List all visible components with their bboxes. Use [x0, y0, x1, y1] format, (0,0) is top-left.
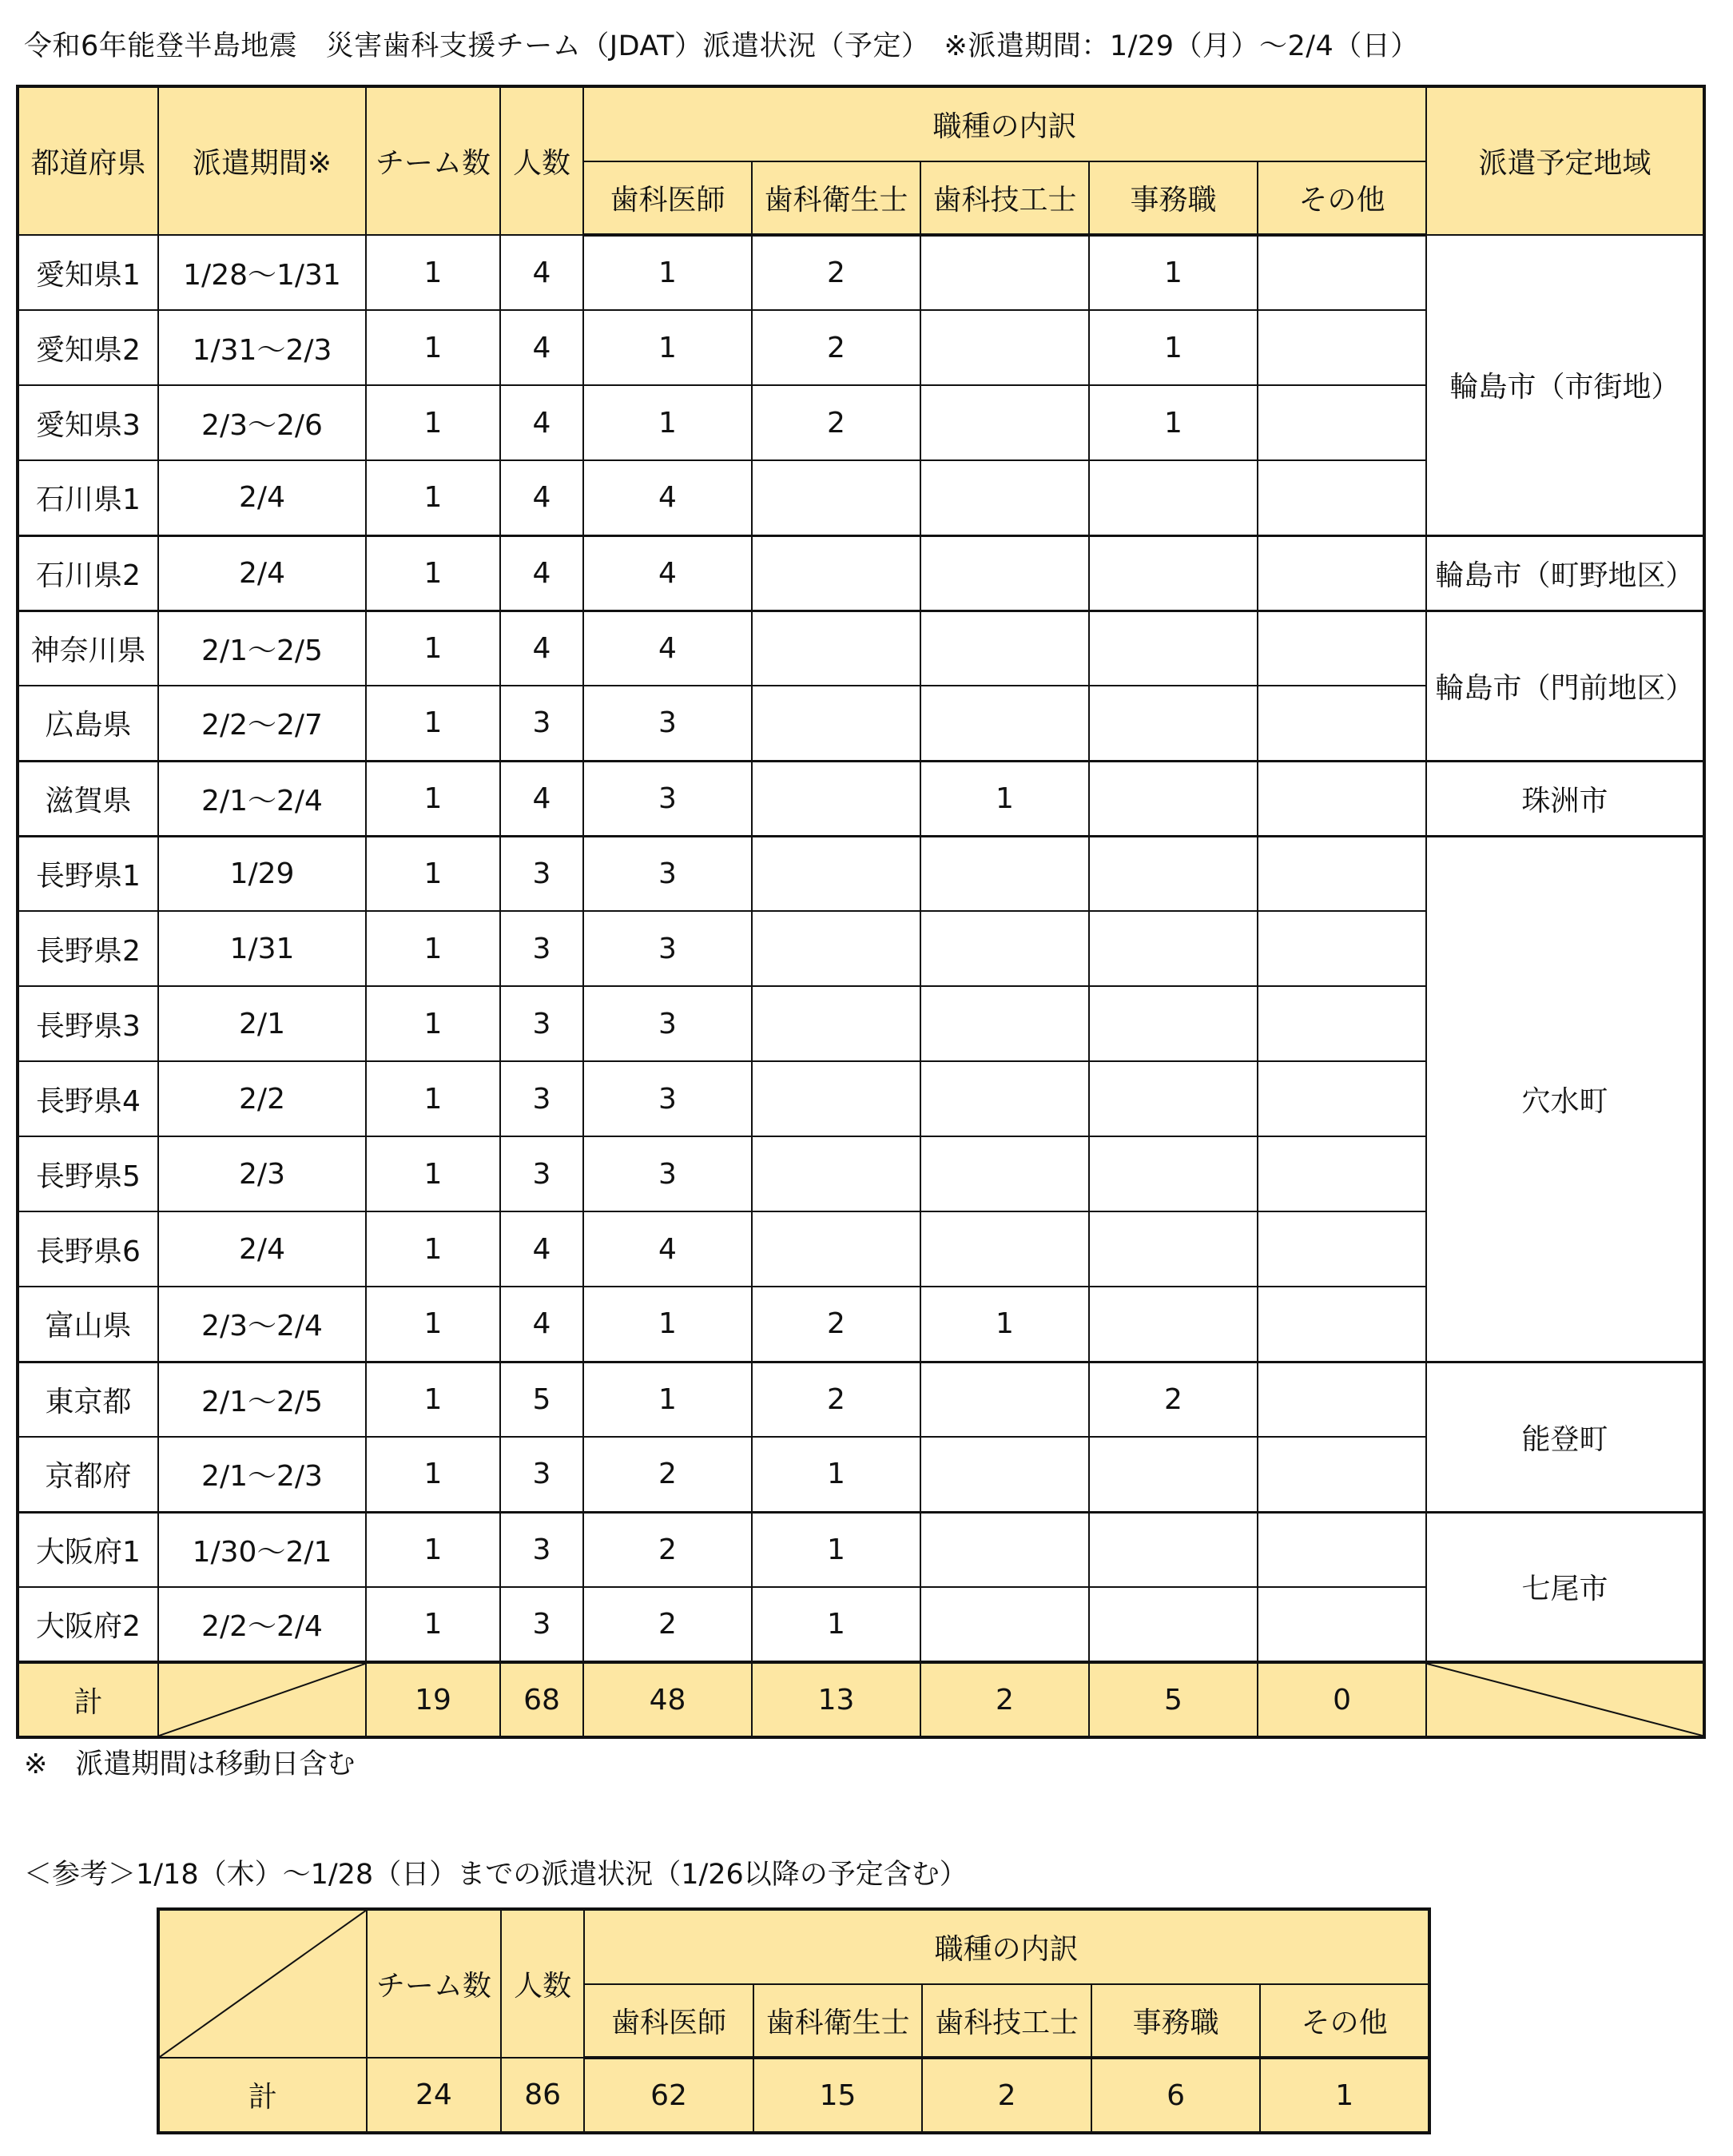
cell-technician [920, 535, 1089, 611]
total-other: 0 [1258, 1662, 1426, 1737]
cell-teams: 1 [366, 310, 500, 385]
cell-teams: 1 [366, 1287, 500, 1362]
cell-clerical [1089, 1287, 1258, 1362]
cell-hygienist [752, 836, 920, 911]
cell-dentist: 3 [583, 1061, 752, 1136]
cell-dentist: 1 [583, 1362, 752, 1437]
cell-other [1258, 385, 1426, 460]
cell-other [1258, 836, 1426, 911]
cell-clerical [1089, 836, 1258, 911]
cell-technician [920, 1061, 1089, 1136]
cell-dentist: 4 [583, 1211, 752, 1287]
cell-hygienist: 1 [752, 1512, 920, 1587]
cell-pref: 長野県3 [18, 986, 158, 1061]
cell-dentist: 1 [583, 385, 752, 460]
cell-dentist: 3 [583, 836, 752, 911]
cell-other [1258, 761, 1426, 836]
cell-people: 4 [500, 460, 583, 535]
table-row [18, 235, 1704, 310]
cell-technician [920, 611, 1089, 686]
cell-dentist: 1 [583, 310, 752, 385]
cell-pref: 大阪府1 [18, 1512, 158, 1587]
cell-pref: 東京都 [18, 1362, 158, 1437]
table-row [18, 1362, 1704, 1437]
cell-clerical [1089, 1437, 1258, 1512]
region-cell: 輪島市（町野地区） [1426, 535, 1704, 611]
cell-pref: 富山県 [18, 1287, 158, 1362]
cell-clerical: 1 [1089, 235, 1258, 310]
cell-dentist: 3 [583, 911, 752, 986]
header-hygienist: 歯科衛生士 [752, 161, 920, 235]
cell-dentist: 2 [583, 1587, 752, 1662]
cell-dentist: 1 [583, 1287, 752, 1362]
ref-total-row [158, 2058, 1429, 2133]
cell-pref: 愛知県1 [18, 235, 158, 310]
cell-pref: 京都府 [18, 1437, 158, 1512]
cell-dentist: 1 [583, 235, 752, 310]
table-row [18, 761, 1704, 836]
footnote: ※ 派遣期間は移動日含む [24, 1748, 356, 1780]
cell-hygienist: 2 [752, 310, 920, 385]
total-hygienist: 13 [752, 1662, 920, 1737]
dispatch-table-body [18, 235, 1704, 1662]
cell-hygienist: 1 [752, 1437, 920, 1512]
cell-hygienist [752, 611, 920, 686]
header-dentist: 歯科医師 [583, 161, 752, 235]
ref-total-label: 計 [158, 2058, 367, 2133]
cell-pref: 長野県6 [18, 1211, 158, 1287]
cell-technician [920, 460, 1089, 535]
cell-people: 4 [500, 310, 583, 385]
cell-people: 5 [500, 1362, 583, 1437]
cell-period: 2/1 [158, 986, 366, 1061]
cell-technician [920, 1512, 1089, 1587]
cell-other [1258, 1362, 1426, 1437]
header-clerical: 事務職 [1089, 161, 1258, 235]
cell-other [1258, 1587, 1426, 1662]
cell-technician [920, 911, 1089, 986]
ref-header-teams: チーム数 [367, 1909, 501, 2058]
cell-other [1258, 310, 1426, 385]
header-technician: 歯科技工士 [920, 161, 1089, 235]
cell-technician [920, 686, 1089, 761]
cell-teams: 1 [366, 611, 500, 686]
cell-dentist: 3 [583, 761, 752, 836]
cell-technician [920, 1437, 1089, 1512]
cell-technician [920, 1362, 1089, 1437]
table-row [18, 611, 1704, 686]
header-prefecture: 都道府県 [18, 86, 158, 235]
cell-hygienist: 2 [752, 1362, 920, 1437]
cell-teams: 1 [366, 1211, 500, 1287]
cell-other [1258, 235, 1426, 310]
cell-technician [920, 385, 1089, 460]
cell-dentist: 3 [583, 686, 752, 761]
cell-teams: 1 [366, 1437, 500, 1512]
cell-pref: 愛知県3 [18, 385, 158, 460]
total-teams: 19 [366, 1662, 500, 1737]
total-clerical: 5 [1089, 1662, 1258, 1737]
cell-other [1258, 911, 1426, 986]
cell-clerical [1089, 611, 1258, 686]
cell-technician [920, 310, 1089, 385]
ref-header-dentist: 歯科医師 [584, 1984, 753, 2058]
ref-total-clerical: 6 [1091, 2058, 1261, 2133]
cell-dentist: 3 [583, 1136, 752, 1211]
cell-hygienist: 2 [752, 385, 920, 460]
header-other: その他 [1258, 161, 1426, 235]
cell-teams: 1 [366, 1136, 500, 1211]
total-dentist: 48 [583, 1662, 752, 1737]
cell-technician [920, 1136, 1089, 1211]
ref-header-clerical: 事務職 [1091, 1984, 1261, 2058]
reference-title: ＜参考＞1/18（木）～1/28（日）までの派遣状況（1/26以降の予定含む） [24, 1859, 968, 1891]
cell-teams: 1 [366, 686, 500, 761]
cell-hygienist [752, 686, 920, 761]
total-row [18, 1662, 1704, 1737]
total-period-empty [158, 1662, 366, 1737]
cell-teams: 1 [366, 1362, 500, 1437]
cell-people: 3 [500, 686, 583, 761]
cell-other [1258, 1437, 1426, 1512]
cell-pref: 神奈川県 [18, 611, 158, 686]
total-technician: 2 [920, 1662, 1089, 1737]
cell-technician [920, 1211, 1089, 1287]
cell-dentist: 3 [583, 986, 752, 1061]
cell-pref: 長野県1 [18, 836, 158, 911]
ref-header-people: 人数 [501, 1909, 584, 2058]
cell-teams: 1 [366, 235, 500, 310]
cell-period: 2/2 [158, 1061, 366, 1136]
cell-hygienist [752, 761, 920, 836]
ref-header-breakdown: 職種の内訳 [584, 1909, 1429, 1984]
cell-dentist: 2 [583, 1512, 752, 1587]
cell-people: 4 [500, 611, 583, 686]
cell-teams: 1 [366, 986, 500, 1061]
cell-period: 1/28～1/31 [158, 235, 366, 310]
cell-teams: 1 [366, 1061, 500, 1136]
cell-pref: 広島県 [18, 686, 158, 761]
cell-period: 2/1～2/3 [158, 1437, 366, 1512]
cell-period: 2/3～2/4 [158, 1287, 366, 1362]
cell-pref: 長野県2 [18, 911, 158, 986]
cell-hygienist [752, 1211, 920, 1287]
header-teams: チーム数 [366, 86, 500, 235]
cell-period: 2/1～2/5 [158, 1362, 366, 1437]
cell-pref: 石川県2 [18, 535, 158, 611]
cell-period: 2/2～2/7 [158, 686, 366, 761]
cell-people: 3 [500, 836, 583, 911]
ref-total-people: 86 [501, 2058, 584, 2133]
ref-total-technician: 2 [922, 2058, 1091, 2133]
cell-pref: 大阪府2 [18, 1587, 158, 1662]
cell-dentist: 4 [583, 611, 752, 686]
cell-clerical [1089, 1136, 1258, 1211]
cell-other [1258, 611, 1426, 686]
reference-table [157, 1907, 1431, 2134]
cell-other [1258, 1136, 1426, 1211]
cell-period: 2/1～2/5 [158, 611, 366, 686]
cell-clerical [1089, 686, 1258, 761]
cell-people: 4 [500, 761, 583, 836]
cell-period: 2/1～2/4 [158, 761, 366, 836]
cell-hygienist [752, 535, 920, 611]
cell-period: 1/29 [158, 836, 366, 911]
cell-period: 2/3 [158, 1136, 366, 1211]
cell-technician [920, 235, 1089, 310]
dispatch-table [16, 85, 1706, 1739]
table-row [18, 1512, 1704, 1587]
total-region-empty [1426, 1662, 1704, 1737]
ref-header-other: その他 [1260, 1984, 1429, 2058]
cell-clerical [1089, 911, 1258, 986]
cell-pref: 長野県5 [18, 1136, 158, 1211]
cell-people: 3 [500, 1437, 583, 1512]
cell-hygienist: 1 [752, 1587, 920, 1662]
cell-clerical [1089, 1061, 1258, 1136]
cell-people: 4 [500, 235, 583, 310]
cell-hygienist [752, 911, 920, 986]
cell-hygienist [752, 986, 920, 1061]
cell-other [1258, 535, 1426, 611]
cell-people: 4 [500, 1211, 583, 1287]
header-people: 人数 [500, 86, 583, 235]
cell-clerical [1089, 986, 1258, 1061]
cell-teams: 1 [366, 836, 500, 911]
cell-clerical: 1 [1089, 310, 1258, 385]
cell-dentist: 2 [583, 1437, 752, 1512]
cell-other [1258, 1061, 1426, 1136]
cell-technician [920, 836, 1089, 911]
cell-period: 1/30～2/1 [158, 1512, 366, 1587]
cell-clerical [1089, 460, 1258, 535]
cell-dentist: 4 [583, 460, 752, 535]
cell-other [1258, 986, 1426, 1061]
cell-technician: 1 [920, 1287, 1089, 1362]
cell-hygienist [752, 1136, 920, 1211]
cell-hygienist: 2 [752, 235, 920, 310]
cell-teams: 1 [366, 761, 500, 836]
cell-technician [920, 986, 1089, 1061]
table-row [18, 836, 1704, 911]
cell-pref: 長野県4 [18, 1061, 158, 1136]
region-cell: 穴水町 [1426, 836, 1704, 1362]
cell-clerical: 1 [1089, 385, 1258, 460]
cell-period: 2/4 [158, 1211, 366, 1287]
total-people: 68 [500, 1662, 583, 1737]
cell-people: 3 [500, 911, 583, 986]
cell-other [1258, 1287, 1426, 1362]
cell-people: 3 [500, 1587, 583, 1662]
region-cell: 輪島市（市街地） [1426, 235, 1704, 535]
cell-hygienist: 2 [752, 1287, 920, 1362]
cell-pref: 愛知県2 [18, 310, 158, 385]
region-cell: 珠洲市 [1426, 761, 1704, 836]
table-row [18, 535, 1704, 611]
cell-technician: 1 [920, 761, 1089, 836]
region-cell: 輪島市（門前地区） [1426, 611, 1704, 761]
header-period: 派遣期間※ [158, 86, 366, 235]
header-region: 派遣予定地域 [1426, 86, 1704, 235]
cell-pref: 滋賀県 [18, 761, 158, 836]
cell-other [1258, 1211, 1426, 1287]
cell-teams: 1 [366, 535, 500, 611]
cell-other [1258, 686, 1426, 761]
cell-teams: 1 [366, 385, 500, 460]
cell-people: 3 [500, 986, 583, 1061]
cell-teams: 1 [366, 1512, 500, 1587]
cell-clerical [1089, 761, 1258, 836]
cell-pref: 石川県1 [18, 460, 158, 535]
cell-clerical: 2 [1089, 1362, 1258, 1437]
ref-header-hygienist: 歯科衛生士 [753, 1984, 923, 2058]
cell-dentist: 4 [583, 535, 752, 611]
ref-total-teams: 24 [367, 2058, 501, 2133]
cell-people: 4 [500, 385, 583, 460]
cell-other [1258, 460, 1426, 535]
total-label: 計 [18, 1662, 158, 1737]
cell-people: 3 [500, 1136, 583, 1211]
region-cell: 七尾市 [1426, 1512, 1704, 1662]
cell-teams: 1 [366, 1587, 500, 1662]
ref-total-hygienist: 15 [753, 2058, 923, 2133]
cell-people: 4 [500, 1287, 583, 1362]
region-cell: 能登町 [1426, 1362, 1704, 1512]
ref-header-technician: 歯科技工士 [922, 1984, 1091, 2058]
cell-clerical [1089, 1211, 1258, 1287]
cell-clerical [1089, 1587, 1258, 1662]
cell-period: 2/3～2/6 [158, 385, 366, 460]
cell-period: 2/2～2/4 [158, 1587, 366, 1662]
cell-clerical [1089, 535, 1258, 611]
cell-clerical [1089, 1512, 1258, 1587]
ref-total-dentist: 62 [584, 2058, 753, 2133]
ref-total-other: 1 [1260, 2058, 1429, 2133]
cell-people: 4 [500, 535, 583, 611]
cell-period: 1/31 [158, 911, 366, 986]
page-title: 令和6年能登半島地震 災害歯科支援チーム（JDAT）派遣状況（予定） ※派遣期間：1/29（月）～2/4（日） [24, 30, 1419, 62]
cell-period: 2/4 [158, 460, 366, 535]
cell-teams: 1 [366, 911, 500, 986]
header-breakdown: 職種の内訳 [583, 86, 1426, 161]
reference-corner [158, 1909, 367, 2058]
cell-hygienist [752, 460, 920, 535]
cell-teams: 1 [366, 460, 500, 535]
cell-other [1258, 1512, 1426, 1587]
cell-hygienist [752, 1061, 920, 1136]
cell-people: 3 [500, 1512, 583, 1587]
cell-people: 3 [500, 1061, 583, 1136]
cell-technician [920, 1587, 1089, 1662]
cell-period: 1/31～2/3 [158, 310, 366, 385]
cell-period: 2/4 [158, 535, 366, 611]
